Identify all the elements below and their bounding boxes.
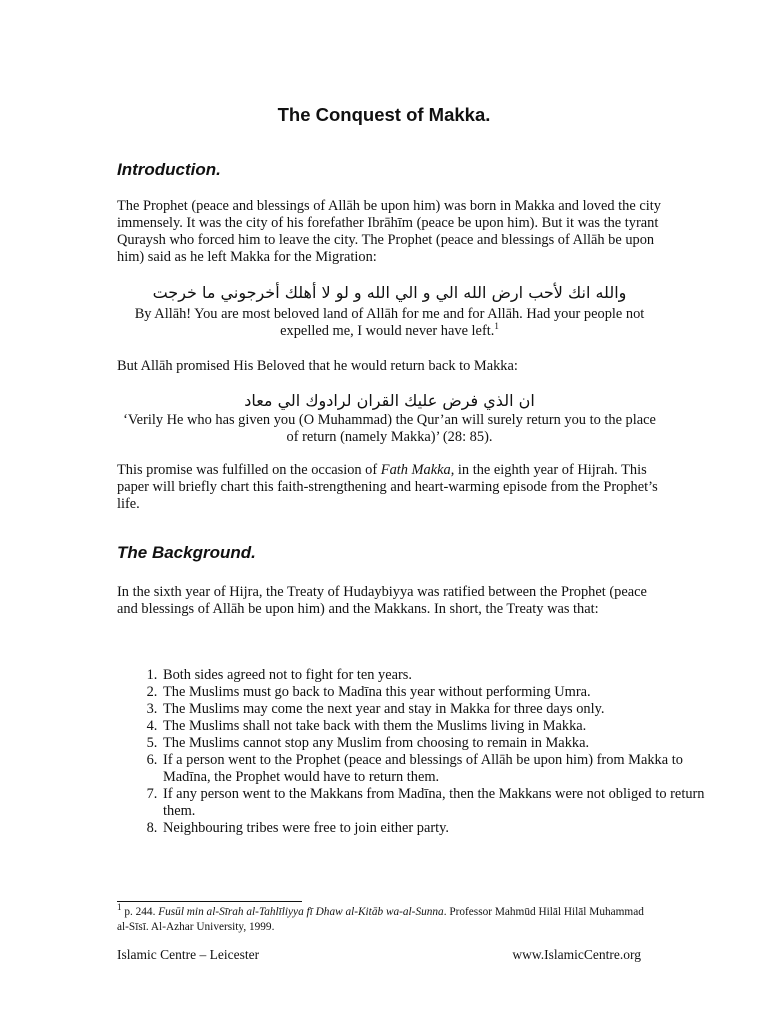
para3-text-before: This promise was fulfilled on the occasion of bbox=[117, 462, 381, 478]
list-item: 5. The Muslims cannot stop any Muslim from choosing to remain in Makka. bbox=[161, 735, 706, 752]
intro-paragraph-3 bbox=[117, 462, 662, 513]
translation-quote-2: ‘Verily He who has given you (O Muhammad) the Qur’an will surely return you to the place of return (namely Makka)’ (28: 85). bbox=[123, 412, 656, 445]
treaty-terms-list bbox=[117, 667, 706, 837]
list-item: 1. Both sides agreed not to fight for ten years. bbox=[161, 667, 706, 684]
footnote-divider bbox=[117, 901, 302, 902]
introduction-heading: Introduction. bbox=[117, 160, 221, 179]
list-item: 3. The Muslims may come the next year and stay in Makka for three days only. bbox=[161, 701, 706, 718]
arabic-quote-1: والله انك لأحب ارض الله الي و الي الله و لو لا أهلك أخرجوني ما خرجت bbox=[152, 283, 627, 302]
footer-organization: Islamic Centre – Leicester bbox=[117, 947, 260, 962]
footnote bbox=[117, 902, 647, 935]
para3-emphasis: Fath Makka bbox=[380, 462, 451, 478]
footnote-rest: . Professor Mahmūd Hilāl Hilāl Muhammad al-Sīsī. Al-Azhar University, 1999. bbox=[117, 906, 644, 933]
footnote-number: 1 bbox=[117, 902, 122, 913]
arabic-quote-2: ان الذي فرض عليك القران لرادوك الي معاد bbox=[244, 391, 535, 410]
intro-paragraph-2: But Allāh promised His Beloved that he would return back to Makka: bbox=[117, 358, 518, 374]
page-title: The Conquest of Makka. bbox=[277, 104, 491, 125]
list-item: 8. Neighbouring tribes were free to join either party. bbox=[161, 820, 706, 837]
footnote-prefix: p. 244. bbox=[121, 906, 159, 918]
translation-quote-1 bbox=[117, 306, 662, 340]
list-item: 6. If a person went to the Prophet (peace and blessings of Allāh be upon him) from Makka to Madīna, the Prophet would have to return them. bbox=[161, 752, 706, 786]
para3-text-after: , in the eighth year of Hijrah. This paper will briefly chart this faith-strengthening and heart-warming episode from the Prophet’s life. bbox=[117, 462, 658, 512]
background-paragraph: In the sixth year of Hijra, the Treaty of Hudaybiyya was ratified between the Prophet (peace and blessings of Allāh be upon him) and the Makkans. In short, the Treaty was that: bbox=[117, 584, 647, 617]
intro-paragraph-1: The Prophet (peace and blessings of Allāh be upon him) was born in Makka and loved the city immensely. It was the city of his forefather Ibrāhīm (peace be upon him). But it was the tyrant Quraysh who forced him to leave the city. The Prophet (peace and blessings of Allāh be upon him) said as he left Makka for the Migration: bbox=[117, 198, 661, 265]
footer-website-link[interactable]: www.IslamicCentre.org bbox=[512, 947, 641, 962]
footnote-reference[interactable]: 1 bbox=[494, 321, 499, 332]
list-item: 4. The Muslims shall not take back with them the Muslims living in Makka. bbox=[161, 718, 706, 735]
background-heading: The Background. bbox=[117, 543, 256, 562]
translation-1-text: By Allāh! You are most beloved land of Allāh for me and for Allāh. Had your people not expelled me, I would never have left. bbox=[134, 306, 645, 339]
footnote-work-title: Fusūl min al-Sīrah al-Tahlīliyya fī Dhaw al-Kitāb wa-al-Sunna bbox=[158, 906, 444, 918]
list-item: 7. If any person went to the Makkans from Madīna, then the Makkans were not obliged to return them. bbox=[161, 786, 706, 820]
list-item: 2. The Muslims must go back to Madīna this year without performing Umra. bbox=[161, 684, 706, 701]
